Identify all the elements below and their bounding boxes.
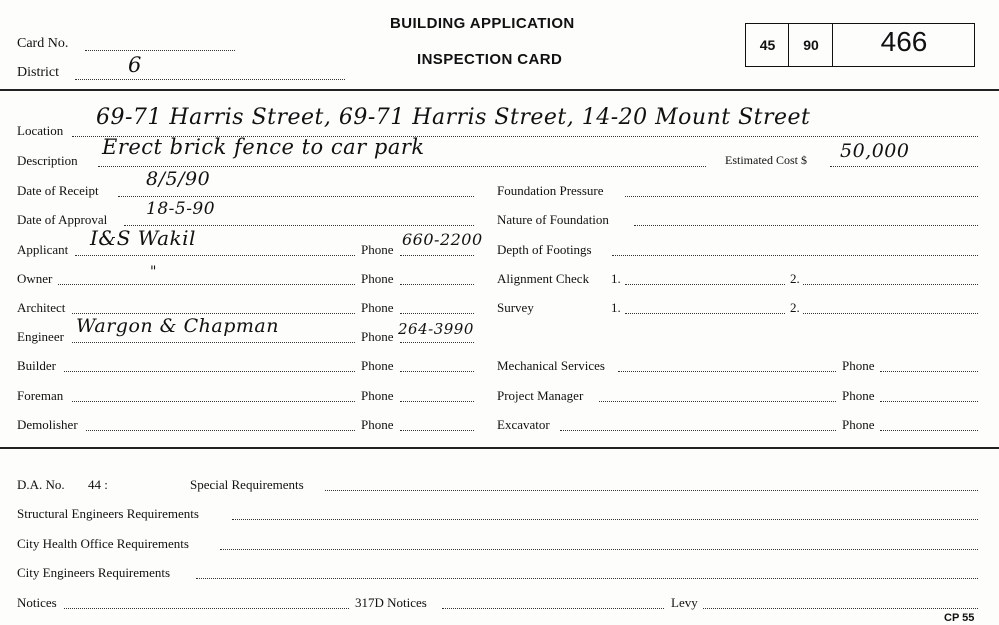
district-value: 6: [128, 53, 142, 77]
district-line: [75, 79, 345, 80]
foreman-phone-line: [400, 401, 474, 402]
notices-317d-line: [442, 608, 664, 609]
alignment-line2: [803, 284, 978, 285]
alignment-line1: [625, 284, 785, 285]
survey-num2: 2.: [790, 300, 800, 315]
box-left-value: 45: [759, 37, 776, 53]
engineer-label: Engineer: [17, 329, 64, 344]
foreman-phone-label: Phone: [361, 388, 394, 403]
foundation-pressure-line: [625, 196, 978, 197]
project-manager-label: Project Manager: [497, 388, 584, 403]
owner-phone-line: [400, 284, 474, 285]
nature-foundation-label: Nature of Foundation: [497, 212, 609, 227]
mechanical-phone-line: [880, 371, 978, 372]
depth-footings-line: [612, 255, 978, 256]
district-label: District: [17, 65, 59, 80]
da-no-value: 44 :: [88, 477, 108, 492]
survey-label: Survey: [497, 300, 534, 315]
card-no-label: Card No.: [17, 36, 69, 51]
estimated-cost-line: [830, 166, 978, 167]
owner-label: Owner: [17, 271, 53, 286]
header-divider: [0, 89, 999, 91]
form-code: CP 55: [944, 612, 975, 624]
location-value: 69-71 Harris Street, 69-71 Harris Street, 14-20 Mount Street: [96, 105, 811, 130]
city-engineers-line: [196, 578, 978, 579]
engineer-value: Wargon & Chapman: [76, 315, 279, 337]
applicant-line: [75, 255, 355, 256]
builder-phone-line: [400, 371, 474, 372]
structural-line: [232, 519, 978, 520]
box-right-value: 466: [880, 26, 928, 57]
excavator-line: [560, 430, 836, 431]
engineer-phone-value: 264-3990: [398, 320, 474, 338]
description-label: Description: [17, 153, 78, 168]
demolisher-line: [86, 430, 355, 431]
engineer-phone-label: Phone: [361, 329, 394, 344]
applicant-phone-line: [400, 255, 474, 256]
special-requirements-label: Special Requirements: [190, 477, 304, 492]
demolisher-label: Demolisher: [17, 417, 78, 432]
notices-317d-label: 317D Notices: [355, 595, 427, 610]
city-health-line: [220, 549, 978, 550]
alignment-check-label: Alignment Check: [497, 271, 590, 286]
demolisher-phone-line: [400, 430, 474, 431]
applicant-value: I&S Wakil: [90, 226, 196, 250]
title-line2: INSPECTION CARD: [417, 51, 563, 68]
date-receipt-value: 8/5/90: [146, 168, 211, 190]
box-divider: [788, 23, 789, 67]
builder-line: [64, 371, 355, 372]
foreman-line: [72, 401, 355, 402]
location-label: Location: [17, 123, 64, 138]
description-value: Erect brick fence to car park: [102, 135, 425, 159]
date-approval-value: 18-5-90: [146, 199, 216, 219]
applicant-label: Applicant: [17, 242, 69, 257]
excavator-phone-line: [880, 430, 978, 431]
levy-label: Levy: [671, 595, 698, 610]
notices-line: [64, 608, 349, 609]
foreman-label: Foreman: [17, 388, 64, 403]
architect-phone-line: [400, 313, 474, 314]
city-engineers-label: City Engineers Requirements: [17, 565, 171, 580]
builder-label: Builder: [17, 358, 56, 373]
owner-line: [58, 284, 355, 285]
depth-footings-label: Depth of Footings: [497, 242, 592, 257]
date-receipt-label: Date of Receipt: [17, 183, 99, 198]
excavator-label: Excavator: [497, 417, 550, 432]
alignment-num2: 2.: [790, 271, 800, 286]
title-line1: BUILDING APPLICATION: [390, 15, 575, 32]
date-receipt-line: [118, 196, 474, 197]
engineer-phone-line: [400, 342, 474, 343]
survey-line1: [625, 313, 785, 314]
nature-foundation-line: [634, 225, 978, 226]
da-no-label: D.A. No.: [17, 477, 65, 492]
notices-label: Notices: [17, 595, 57, 610]
demolisher-phone-label: Phone: [361, 417, 394, 432]
excavator-phone-label: Phone: [842, 417, 875, 432]
section-divider: [0, 447, 999, 449]
owner-phone-label: Phone: [361, 271, 394, 286]
project-manager-line: [599, 401, 836, 402]
builder-phone-label: Phone: [361, 358, 394, 373]
description-line: [98, 166, 706, 167]
project-manager-phone-label: Phone: [842, 388, 875, 403]
special-requirements-line: [325, 490, 978, 491]
architect-line: [72, 313, 355, 314]
box-divider: [832, 23, 833, 67]
alignment-num1: 1.: [611, 271, 621, 286]
engineer-line: [72, 342, 355, 343]
estimated-cost-value: 50,000: [840, 140, 910, 162]
mechanical-label: Mechanical Services: [497, 358, 605, 373]
box-middle-value: 90: [803, 37, 819, 53]
mechanical-line: [618, 371, 836, 372]
applicant-phone-value: 660-2200: [402, 230, 483, 249]
structural-label: Structural Engineers Requirements: [17, 506, 199, 521]
survey-line2: [803, 313, 978, 314]
survey-num1: 1.: [611, 300, 621, 315]
owner-value: ": [150, 264, 157, 280]
date-approval-label: Date of Approval: [17, 212, 108, 227]
card-no-line: [85, 50, 235, 51]
foundation-pressure-label: Foundation Pressure: [497, 183, 604, 198]
estimated-cost-label: Estimated Cost $: [725, 153, 807, 167]
mechanical-phone-label: Phone: [842, 358, 875, 373]
architect-label: Architect: [17, 300, 66, 315]
architect-phone-label: Phone: [361, 300, 394, 315]
city-health-label: City Health Office Requirements: [17, 536, 189, 551]
project-manager-phone-line: [880, 401, 978, 402]
levy-line: [703, 608, 978, 609]
applicant-phone-label: Phone: [361, 242, 394, 257]
